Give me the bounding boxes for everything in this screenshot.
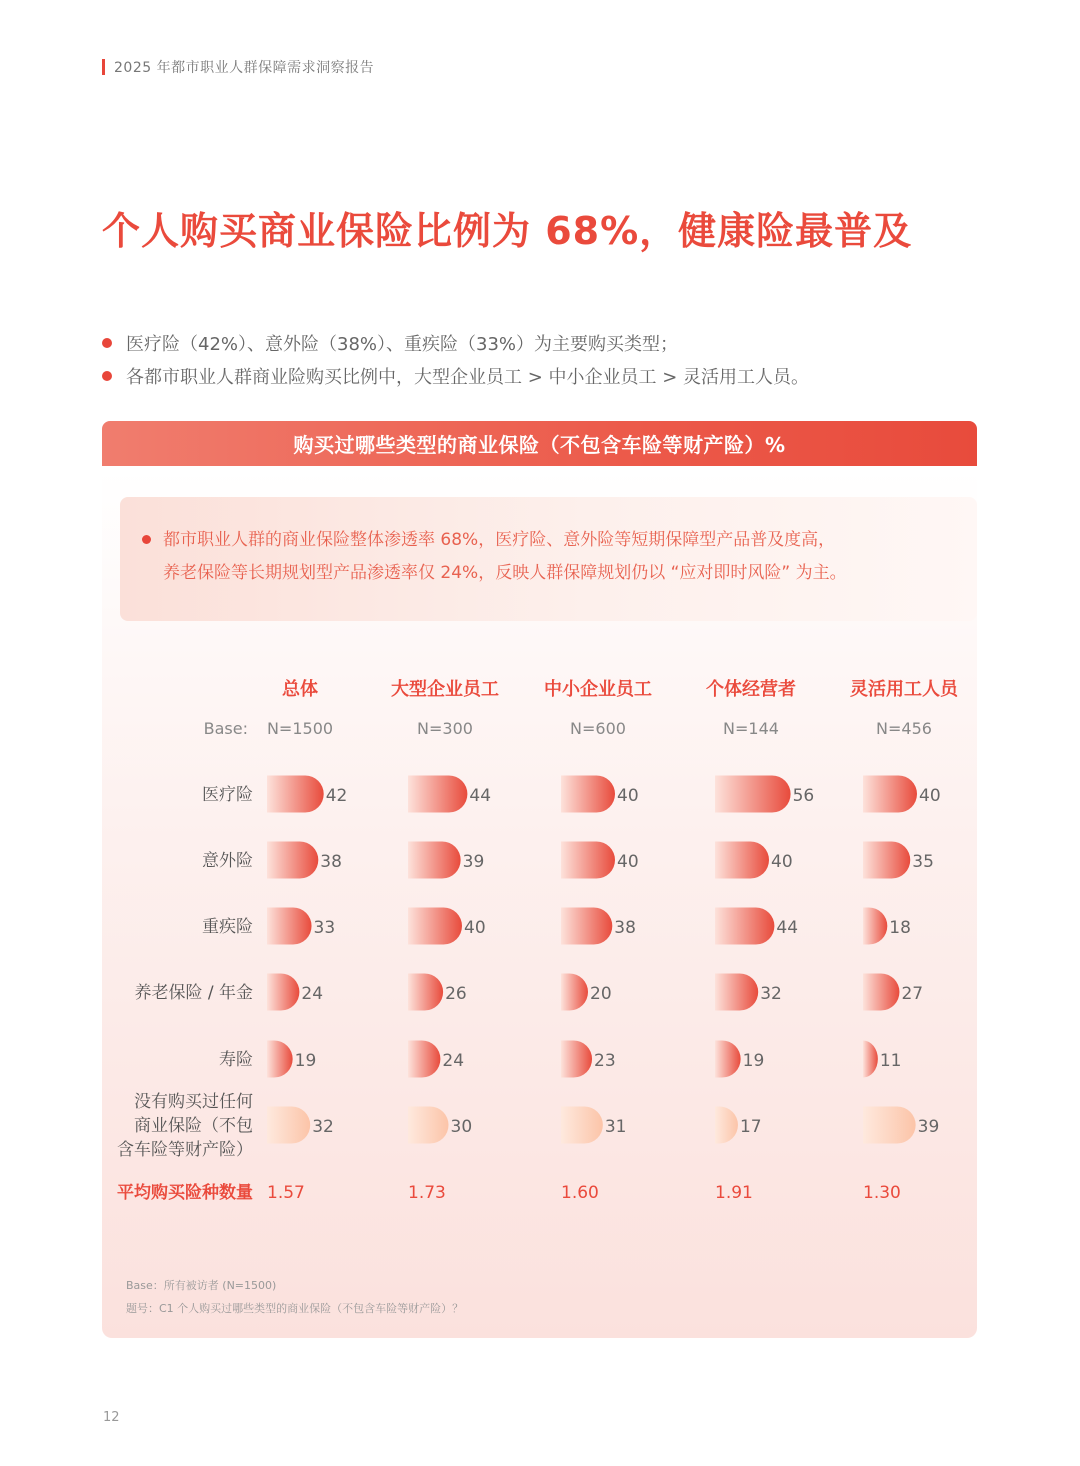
bar (267, 1107, 310, 1144)
avg-label: 平均购买险种数量 (117, 1183, 253, 1203)
bar-value-label: 26 (445, 984, 467, 1004)
bar (863, 1107, 916, 1144)
bar (715, 1041, 741, 1078)
category-label: 商业保险（不包 (134, 1116, 253, 1136)
bar-value-label: 44 (776, 918, 799, 938)
group-header: 个体经营者 (706, 679, 796, 700)
bar (267, 1041, 293, 1078)
bar (863, 1041, 878, 1078)
report-title: 2025 年都市职业人群保障需求洞察报告 (114, 60, 375, 76)
bar-value-label: 38 (320, 852, 342, 872)
bar-value-label: 39 (462, 852, 485, 872)
category-label: 养老保险 / 年金 (134, 983, 253, 1003)
bar (561, 908, 612, 945)
bar (715, 908, 774, 945)
bar-value-label: 23 (594, 1051, 616, 1071)
base-label: Base: (203, 719, 248, 738)
category-label: 含车险等财产险） (117, 1140, 253, 1160)
bar (267, 842, 318, 879)
avg-value: 1.57 (267, 1183, 305, 1203)
avg-value: 1.73 (408, 1183, 446, 1203)
group-base: N=600 (570, 719, 626, 738)
bar-value-label: 39 (917, 1117, 940, 1137)
bar-value-label: 40 (617, 852, 639, 872)
bar (863, 908, 887, 945)
bar-value-label: 27 (901, 984, 924, 1004)
bar-value-label: 40 (771, 852, 793, 872)
bar (715, 842, 769, 879)
group-base: N=144 (723, 719, 779, 738)
bar-value-label: 31 (604, 1117, 627, 1137)
bar-value-label: 24 (301, 984, 324, 1004)
bar (561, 1041, 592, 1078)
chart-title: 购买过哪些类型的商业保险（不包含车险等财产险）% (293, 433, 786, 457)
bar-value-label: 32 (312, 1117, 334, 1137)
bar (408, 776, 467, 813)
avg-value: 1.60 (561, 1183, 599, 1203)
bar (408, 974, 443, 1011)
bar-value-label: 44 (469, 786, 492, 806)
note-line: 都市职业人群的商业保险整体渗透率 68%，医疗险、意外险等短期保障型产品普及度高， (163, 530, 836, 550)
bar (267, 908, 312, 945)
bar (408, 1041, 440, 1078)
page-title: 个人购买商业保险比例为 68%，健康险最普及 (102, 209, 913, 253)
bar-value-label: 24 (442, 1051, 465, 1071)
category-label: 意外险 (202, 851, 253, 871)
bar (561, 974, 588, 1011)
bar-value-label: 38 (614, 918, 636, 938)
bar-value-label: 17 (739, 1117, 762, 1137)
footnote-base: Base：所有被访者 (N=1500) (126, 1279, 277, 1292)
bar-value-label: 20 (590, 984, 612, 1004)
category-label: 医疗险 (202, 785, 253, 805)
category-label: 寿险 (219, 1050, 253, 1070)
bar-value-label: 11 (879, 1051, 902, 1071)
bar-value-label: 30 (450, 1117, 473, 1137)
bar-value-label: 19 (742, 1051, 765, 1071)
bar (561, 842, 615, 879)
bar (561, 1107, 603, 1144)
group-base: N=300 (417, 719, 473, 738)
bar (267, 974, 299, 1011)
bar (561, 776, 615, 813)
bar-value-label: 42 (325, 786, 348, 806)
bar-value-label: 40 (617, 786, 639, 806)
bar-value-label: 18 (889, 918, 911, 938)
bar-value-label: 40 (919, 786, 941, 806)
bar (408, 842, 461, 879)
group-base: N=456 (876, 719, 932, 738)
category-label: 没有购买过任何 (134, 1092, 253, 1112)
bar (408, 908, 462, 945)
bar-value-label: 32 (760, 984, 782, 1004)
bar-value-label: 33 (313, 918, 336, 938)
page-number: 12 (103, 1410, 120, 1425)
group-header: 中小企业员工 (544, 679, 652, 700)
bar-value-label: 19 (294, 1051, 317, 1071)
footnote-question: 题号：C1 个人购买过哪些类型的商业保险（不包含车险等财产险）？ (126, 1302, 464, 1315)
bar-value-label: 35 (912, 852, 934, 872)
bar (863, 776, 917, 813)
note-line: 养老保险等长期规划型产品渗透率仅 24%，反映人群保障规划仍以 “应对即时风险” 为主。 (163, 563, 847, 583)
bullet-text: 各都市职业人群商业险购买比例中，大型企业员工 > 中小企业员工 > 灵活用工人员。 (126, 366, 810, 388)
avg-value: 1.91 (715, 1183, 753, 1203)
bar (267, 776, 324, 813)
group-header: 总体 (282, 679, 318, 700)
bar (408, 1107, 449, 1144)
bar (863, 974, 899, 1011)
group-header: 灵活用工人员 (850, 679, 958, 700)
group-header: 大型企业员工 (391, 679, 499, 700)
bullet-text: 医疗险（42%）、意外险（38%）、重疾险（33%）为主要购买类型； (126, 333, 679, 355)
group-base: N=1500 (266, 719, 334, 738)
bar (715, 1107, 738, 1144)
category-label: 重疾险 (202, 917, 253, 937)
avg-value: 1.30 (863, 1183, 901, 1203)
bar-value-label: 56 (792, 786, 815, 806)
bar-value-label: 40 (464, 918, 486, 938)
bar (715, 776, 791, 813)
bar (715, 974, 758, 1011)
bar (863, 842, 910, 879)
